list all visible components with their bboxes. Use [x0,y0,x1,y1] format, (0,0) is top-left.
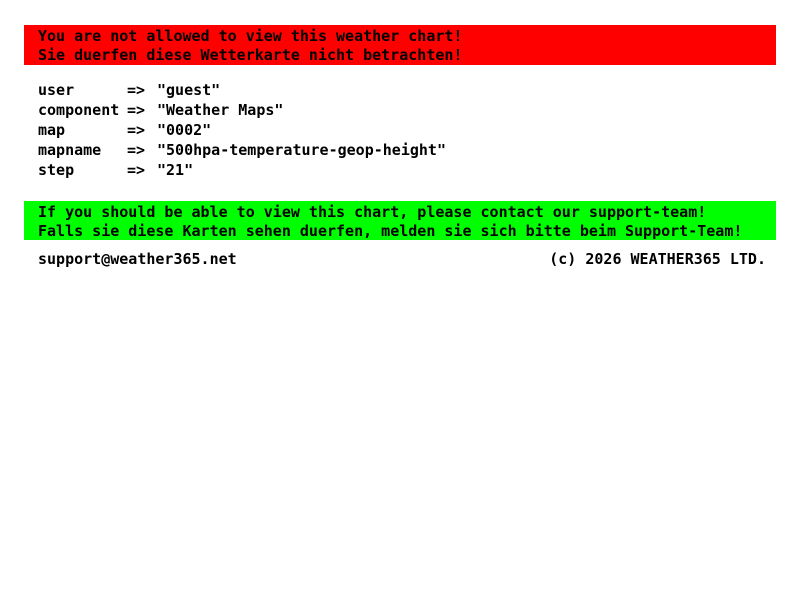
request-detail-row-step [38,160,446,180]
support-banner-line-en: If you should be able to view this chart, please contact our support-team! [38,203,707,221]
detail-key: step [38,161,75,179]
footer [38,250,766,268]
detail-key: user [38,81,75,99]
detail-value: "guest" [157,81,221,99]
support-banner-line-de: Falls sie diese Karten sehen duerfen, melden sie sich bitte beim Support-Team! [38,222,743,240]
error-banner [24,25,776,65]
request-details [38,80,446,180]
error-banner-line-de: Sie duerfen diese Wetterkarte nicht betrachten! [38,46,463,64]
detail-arrow: => [127,81,146,99]
request-detail-row-user [38,80,446,100]
detail-key: component [38,101,120,119]
copyright-notice: (c) 2026 WEATHER365 LTD. [549,250,766,268]
detail-value: "21" [157,161,194,179]
detail-key: mapname [38,141,102,159]
detail-key: map [38,121,66,139]
request-detail-row-mapname [38,140,446,160]
request-detail-row-map [38,120,446,140]
request-detail-row-component [38,100,446,120]
detail-arrow: => [127,141,146,159]
detail-value: "Weather Maps" [157,101,284,119]
error-banner-line-en: You are not allowed to view this weather chart! [38,27,463,45]
detail-value: "500hpa-temperature-geop-height" [157,141,446,159]
support-email: support@weather365.net [38,250,237,268]
support-banner [24,201,776,240]
detail-arrow: => [127,161,146,179]
detail-arrow: => [127,121,146,139]
detail-arrow: => [127,101,146,119]
detail-value: "0002" [157,121,212,139]
